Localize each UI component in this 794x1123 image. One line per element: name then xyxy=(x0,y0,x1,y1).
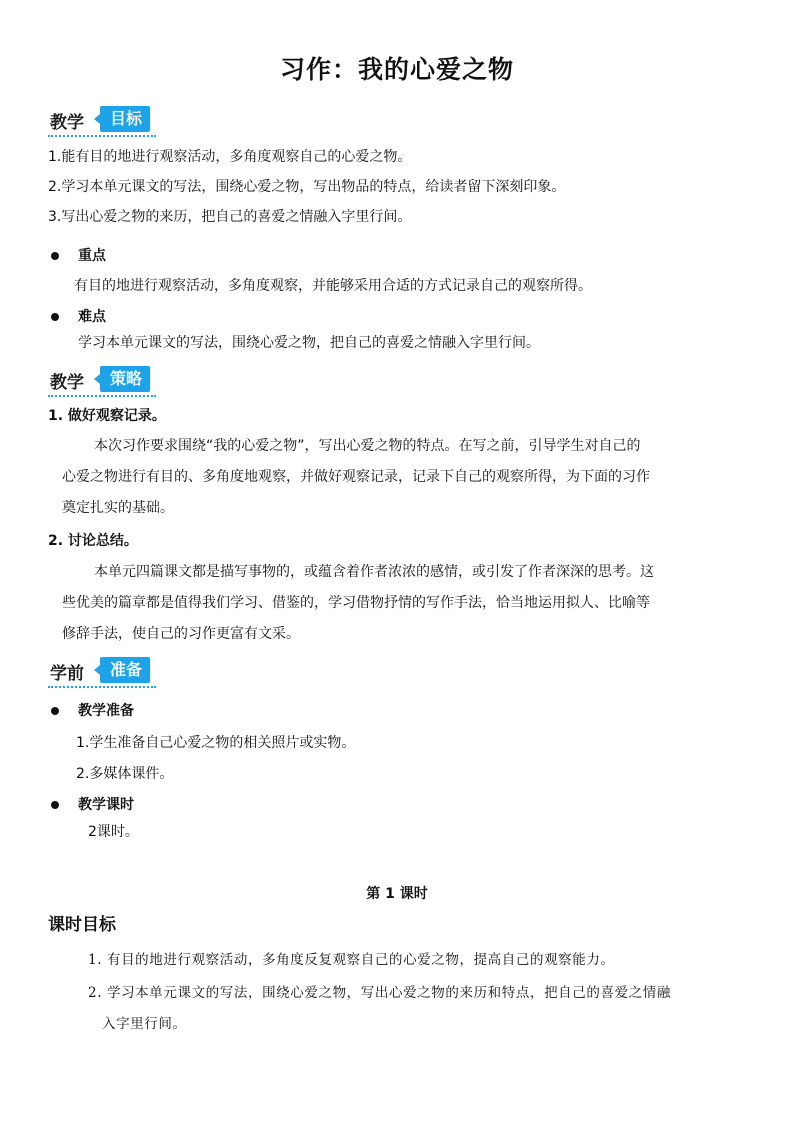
strategy-2-title: 2. 讨论总结。 xyxy=(48,533,138,549)
lesson-goal-2-line-1: 2. 学习本单元课文的写法，围绕心爱之物，写出心爱之物的来历和特点，把自己的喜爱之情融 xyxy=(88,985,671,1001)
page-title: 习作：我的心爱之物 xyxy=(279,55,514,84)
lesson-heading: 第 1 课时 xyxy=(366,886,428,902)
section-header-underline xyxy=(48,686,156,688)
section-header-word: 教学 xyxy=(50,373,84,393)
strategy-1-line-3: 奠定扎实的基础。 xyxy=(62,500,174,516)
difficult-point-text: 学习本单元课文的写法，围绕心爱之物，把自己的喜爱之情融入字里行间。 xyxy=(78,335,540,351)
goal-item-1: 1.能有目的地进行观察活动，多角度观察自己的心爱之物。 xyxy=(48,149,412,165)
key-point-label: 重点 xyxy=(78,248,106,264)
bullet-icon xyxy=(51,252,59,260)
section-header-word: 学前 xyxy=(50,664,84,684)
materials-label: 教学准备 xyxy=(78,703,134,719)
section-header-tag: 策略 xyxy=(100,366,150,392)
strategy-2-line-2: 些优美的篇章都是值得我们学习、借鉴的，学习借物抒情的写作手法，恰当地运用拟人、比喻等 xyxy=(62,595,650,611)
strategy-2-line-1: 本单元四篇课文都是描写事物的，或蕴含着作者浓浓的感情，或引发了作者深深的思考。这 xyxy=(94,564,654,580)
section-header-word: 教学 xyxy=(50,113,84,133)
key-point-text: 有目的地进行观察活动，多角度观察，并能够采用合适的方式记录自己的观察所得。 xyxy=(74,278,592,294)
lesson-goal-2-line-2: 入字里行间。 xyxy=(102,1016,187,1032)
lesson-goal-1: 1. 有目的地进行观察活动，多角度反复观察自己的心爱之物，提高自己的观察能力。 xyxy=(88,952,615,968)
lesson-goals-heading: 课时目标 xyxy=(48,915,116,935)
goal-item-3: 3.写出心爱之物的来历，把自己的喜爱之情融入字里行间。 xyxy=(48,209,412,225)
hours-text: 2课时。 xyxy=(88,824,139,840)
materials-item-1: 1.学生准备自己心爱之物的相关照片或实物。 xyxy=(76,735,356,751)
bullet-icon xyxy=(51,707,59,715)
bullet-icon xyxy=(51,801,59,809)
section-header-underline xyxy=(48,395,156,397)
strategy-1-line-1: 本次习作要求围绕“我的心爱之物”，写出心爱之物的特点。在写之前，引导学生对自己的 xyxy=(94,438,641,454)
section-header-tag: 准备 xyxy=(100,657,150,683)
strategy-2-line-3: 修辞手法，使自己的习作更富有文采。 xyxy=(62,626,300,642)
strategy-1-line-2: 心爱之物进行有目的、多角度地观察，并做好观察记录，记录下自己的观察所得，为下面的习作 xyxy=(62,469,650,485)
difficult-point-label: 难点 xyxy=(78,309,106,325)
section-header-tag: 目标 xyxy=(100,106,150,132)
strategy-1-title: 1. 做好观察记录。 xyxy=(48,408,166,424)
hours-label: 教学课时 xyxy=(78,797,134,813)
section-header-underline xyxy=(48,135,156,137)
bullet-icon xyxy=(51,313,59,321)
materials-item-2: 2.多媒体课件。 xyxy=(76,766,174,782)
goal-item-2: 2.学习本单元课文的写法，围绕心爱之物，写出物品的特点，给读者留下深刻印象。 xyxy=(48,179,566,195)
